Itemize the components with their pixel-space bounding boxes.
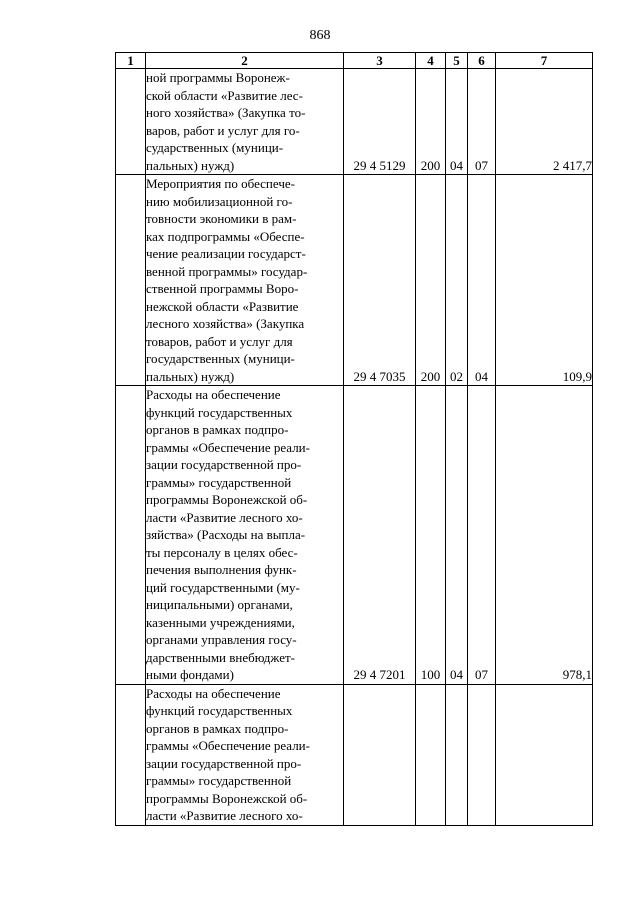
budget-table xyxy=(115,52,593,826)
description-line: зяйства» (Расходы на выпла- xyxy=(146,527,306,542)
expense-type-cell: 200 xyxy=(416,175,446,386)
table-row xyxy=(116,175,593,386)
row-description-cell xyxy=(146,175,344,386)
section-cell: 04 xyxy=(446,386,468,685)
table-row xyxy=(116,386,593,685)
target-code-cell: 29 4 7035 xyxy=(344,175,416,386)
amount-cell xyxy=(496,684,593,825)
description-line: ными фондами) xyxy=(146,667,234,682)
row-number-cell xyxy=(116,175,146,386)
header-col-5: 5 xyxy=(446,53,468,69)
description-line: органов в рамках подпро- xyxy=(146,720,289,736)
target-code-cell: 29 4 5129 xyxy=(344,69,416,175)
description-line: программы Воронежской об- xyxy=(146,790,308,806)
description-line: товности экономики в рам- xyxy=(146,211,297,226)
description-line: функций государственных xyxy=(146,703,293,718)
description-line: нию мобилизационной го- xyxy=(146,193,293,209)
description-line: чение реализации государст- xyxy=(146,246,306,261)
description-line: граммы «Обеспечение реали- xyxy=(146,738,310,753)
description-line: государственных (муници- xyxy=(146,351,295,366)
description-line: зации государственной про- xyxy=(146,457,302,472)
header-col-4: 4 xyxy=(416,53,446,69)
description-line: казенными учреждениями, xyxy=(146,614,295,630)
description-line: ках подпрограммы «Обеспе- xyxy=(146,228,305,244)
header-col-1: 1 xyxy=(116,53,146,69)
description-line: нежской области «Развитие xyxy=(146,298,299,314)
description-line: ного хозяйства» (Закупка то- xyxy=(146,105,306,120)
description-line: товаров, работ и услуг для xyxy=(146,333,293,349)
description-line: зации государственной про- xyxy=(146,755,302,771)
description-line: органами управления госу- xyxy=(146,632,297,647)
table-row xyxy=(116,684,593,825)
description-line: Расходы на обеспечение xyxy=(146,387,281,402)
row-number-cell xyxy=(116,386,146,685)
description-line: граммы» государственной xyxy=(146,773,292,788)
description-line: сударственных (муници- xyxy=(146,140,284,155)
row-description-cell xyxy=(146,386,344,685)
expense-type-cell xyxy=(416,684,446,825)
description-line: Расходы на обеспечение xyxy=(146,685,281,701)
description-line: варов, работ и услуг для го- xyxy=(146,122,300,138)
description-line: ниципальными) органами, xyxy=(146,597,293,612)
row-description-cell xyxy=(146,684,344,825)
subsection-cell: 04 xyxy=(468,175,496,386)
amount-cell: 978,1 xyxy=(496,386,593,685)
description-line: печения выполнения функ- xyxy=(146,562,297,577)
description-line: ласти «Развитие лесного хо- xyxy=(146,509,303,525)
description-line: лесного хозяйства» (Закупка xyxy=(146,316,305,331)
description-line: ласти «Развитие лесного хо- xyxy=(146,808,303,823)
header-col-3: 3 xyxy=(344,53,416,69)
description-line: программы Воронежской об- xyxy=(146,492,308,507)
description-line: органов в рамках подпро- xyxy=(146,422,289,437)
expense-type-cell: 200 xyxy=(416,69,446,175)
table-header-row xyxy=(116,53,593,69)
section-cell: 02 xyxy=(446,175,468,386)
subsection-cell: 07 xyxy=(468,386,496,685)
description-line: ской области «Развитие лес- xyxy=(146,87,303,103)
description-line: ной программы Воронеж- xyxy=(146,70,290,85)
description-line: ты персоналу в целях обес- xyxy=(146,544,298,560)
description-line: граммы» государственной xyxy=(146,474,292,490)
description-line: ственной программы Воро- xyxy=(146,281,299,296)
row-number-cell xyxy=(116,684,146,825)
table-body xyxy=(116,69,593,826)
header-col-6: 6 xyxy=(468,53,496,69)
description-line: венной программы» государ- xyxy=(146,263,308,279)
row-number-cell xyxy=(116,69,146,175)
expense-type-cell: 100 xyxy=(416,386,446,685)
description-line: пальных) нужд) xyxy=(146,157,235,173)
subsection-cell: 07 xyxy=(468,69,496,175)
target-code-cell: 29 4 7201 xyxy=(344,386,416,685)
row-description-cell xyxy=(146,69,344,175)
page-number: 868 xyxy=(309,28,331,43)
table-row xyxy=(116,69,593,175)
target-code-cell xyxy=(344,684,416,825)
subsection-cell xyxy=(468,684,496,825)
description-line: граммы «Обеспечение реали- xyxy=(146,439,310,455)
amount-cell: 2 417,7 xyxy=(496,69,593,175)
section-cell: 04 xyxy=(446,69,468,175)
description-line: дарственными внебюджет- xyxy=(146,649,295,665)
header-col-7: 7 xyxy=(496,53,593,69)
section-cell xyxy=(446,684,468,825)
description-line: ций государственными (му- xyxy=(146,579,300,595)
description-line: функций государственных xyxy=(146,404,293,420)
header-col-2: 2 xyxy=(146,53,344,69)
description-line: пальных) нужд) xyxy=(146,368,235,384)
amount-cell: 109,9 xyxy=(496,175,593,386)
description-line: Мероприятия по обеспече- xyxy=(146,176,295,191)
